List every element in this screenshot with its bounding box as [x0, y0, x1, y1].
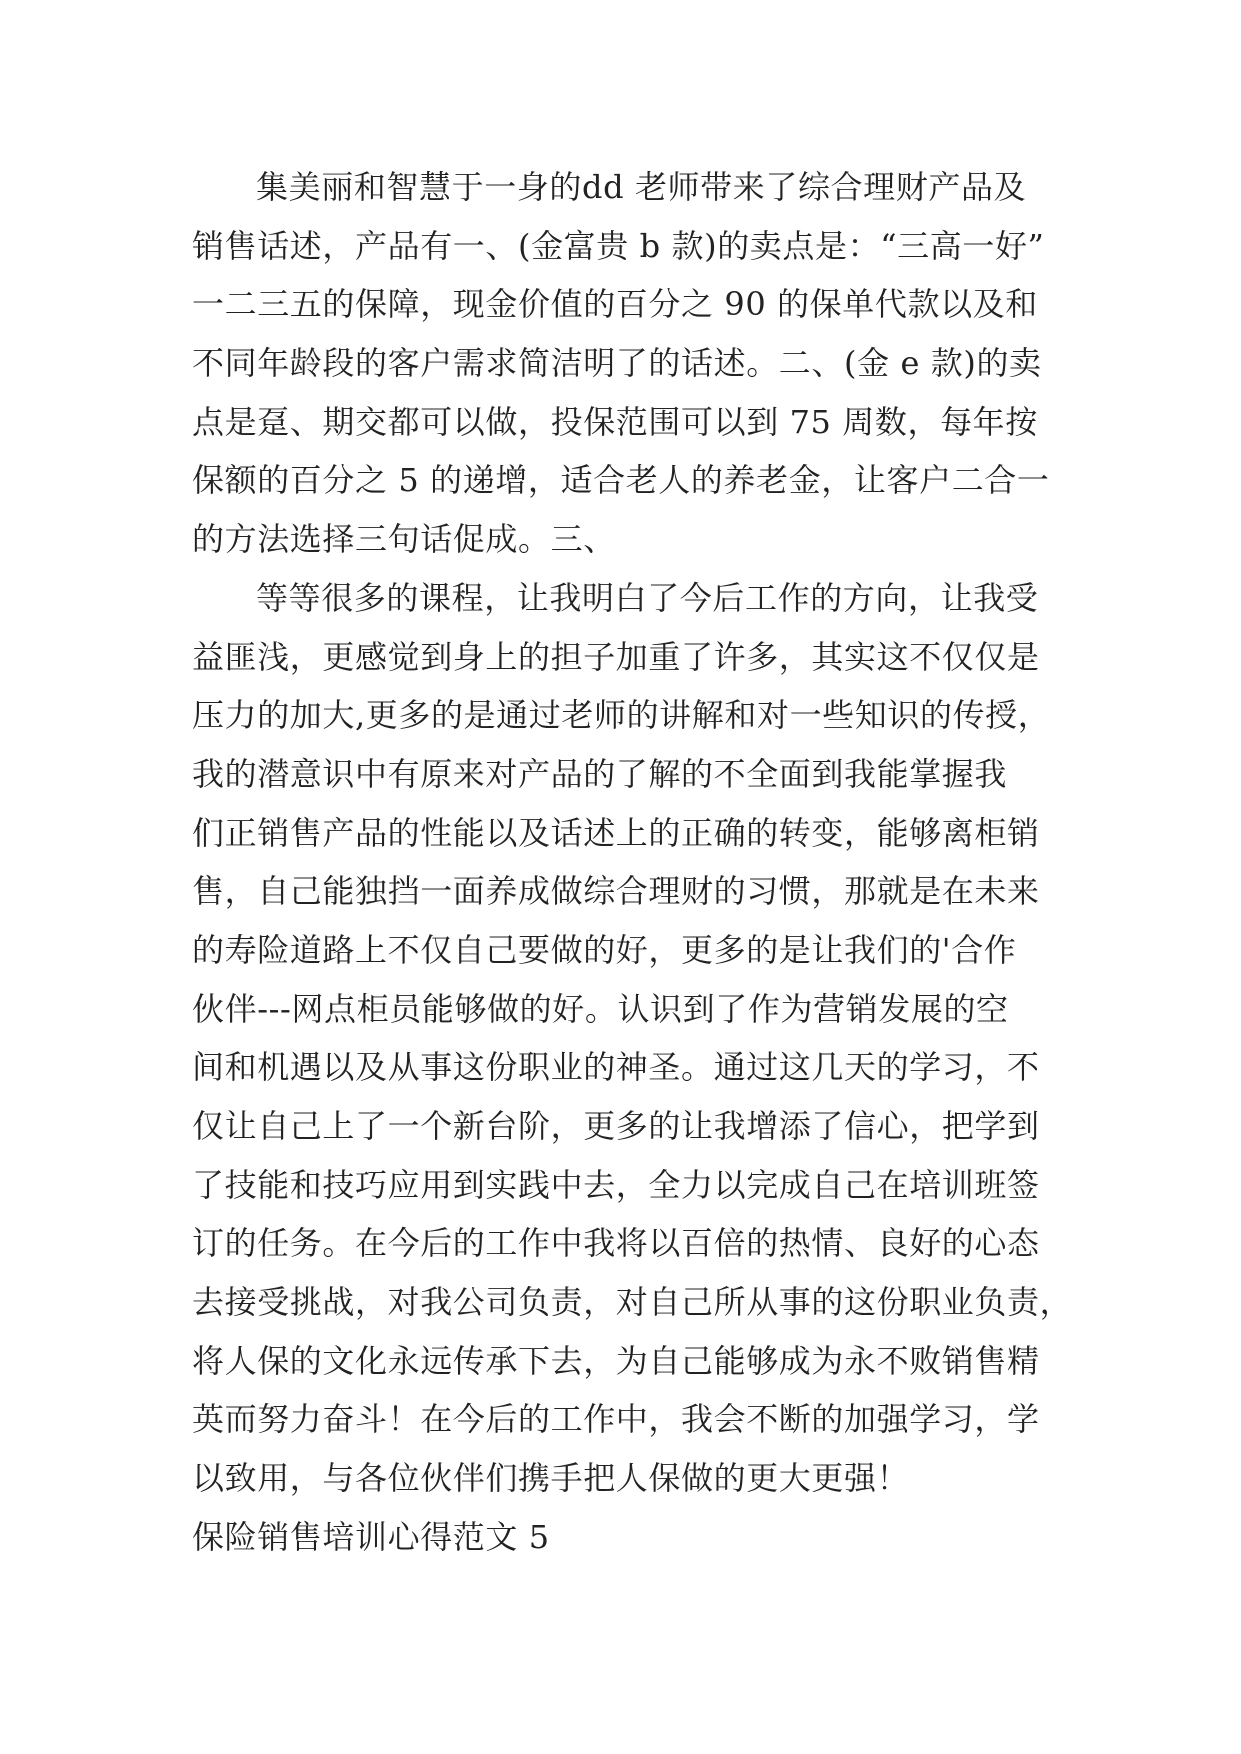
- text-line: 以致用，与各位伙伴们携手把人保做的更大更强！: [192, 1459, 910, 1498]
- text-line: 的寿险道路上不仅自己要做的好，更多的是让我们的'合作: [192, 930, 1017, 969]
- text-line: 间和机遇以及从事这份职业的神圣。通过这几天的学习，不: [192, 1048, 1040, 1087]
- text-line: 等等很多的课程，让我明白了今后工作的方向，让我受: [256, 578, 1039, 617]
- text-line: 伙伴---网点柜员能够做的好。认识到了作为营销发展的空: [192, 989, 1009, 1028]
- text-line: 的方法选择三句话促成。三、: [192, 520, 616, 559]
- text-line: 们正销售产品的性能以及话述上的正确的转变，能够离柜销: [192, 813, 1040, 852]
- text-line: 了技能和技巧应用到实践中去，全力以完成自己在培训班签: [192, 1165, 1040, 1204]
- document-body: [192, 158, 1072, 1567]
- text-line: 压力的加大,更多的是通过老师的讲解和对一些知识的传授，: [192, 696, 1051, 735]
- text-line: 销售话述，产品有一、(金富贵 b 款)的卖点是：“三高一好”: [192, 226, 1045, 265]
- text-line: 我的潜意识中有原来对产品的了解的不全面到我能掌握我: [192, 754, 1008, 793]
- text-line: 集美丽和智慧于一身的dd 老师带来了综合理财产品及: [256, 168, 1027, 206]
- text-line: 保额的百分之 5 的递增，适合老人的养老金，让客户二合一: [192, 461, 1050, 500]
- text-line: 订的任务。在今后的工作中我将以百倍的热情、良好的心态: [192, 1224, 1040, 1263]
- text-line: 售，自己能独挡一面养成做综合理财的习惯，那就是在未来: [192, 872, 1040, 911]
- text-line: 点是趸、期交都可以做，投保范围可以到 75 周数，每年按: [192, 402, 1038, 441]
- paragraph-2: [192, 569, 1072, 1508]
- text-line: 去接受挑战，对我公司负责，对自己所从事的这份职业负责，: [192, 1283, 1073, 1322]
- text-line: 英而努力奋斗！在今后的工作中，我会不断的加强学习，学: [192, 1400, 1040, 1439]
- section-heading: 保险销售培训心得范文 5: [192, 1517, 550, 1556]
- text-line: 益匪浅，更感觉到身上的担子加重了许多，其实这不仅仅是: [192, 637, 1040, 676]
- paragraph-1: [192, 158, 1072, 569]
- text-line: 不同年龄段的客户需求简洁明了的话述。二、(金 e 款)的卖: [192, 344, 1042, 383]
- text-line: 将人保的文化永远传承下去，为自己能够成为永不败销售精: [192, 1341, 1040, 1380]
- text-line: 一二三五的保障，现金价值的百分之 90 的保单代款以及和: [192, 285, 1038, 324]
- text-line: 仅让自己上了一个新台阶，更多的让我增添了信心，把学到: [192, 1107, 1040, 1145]
